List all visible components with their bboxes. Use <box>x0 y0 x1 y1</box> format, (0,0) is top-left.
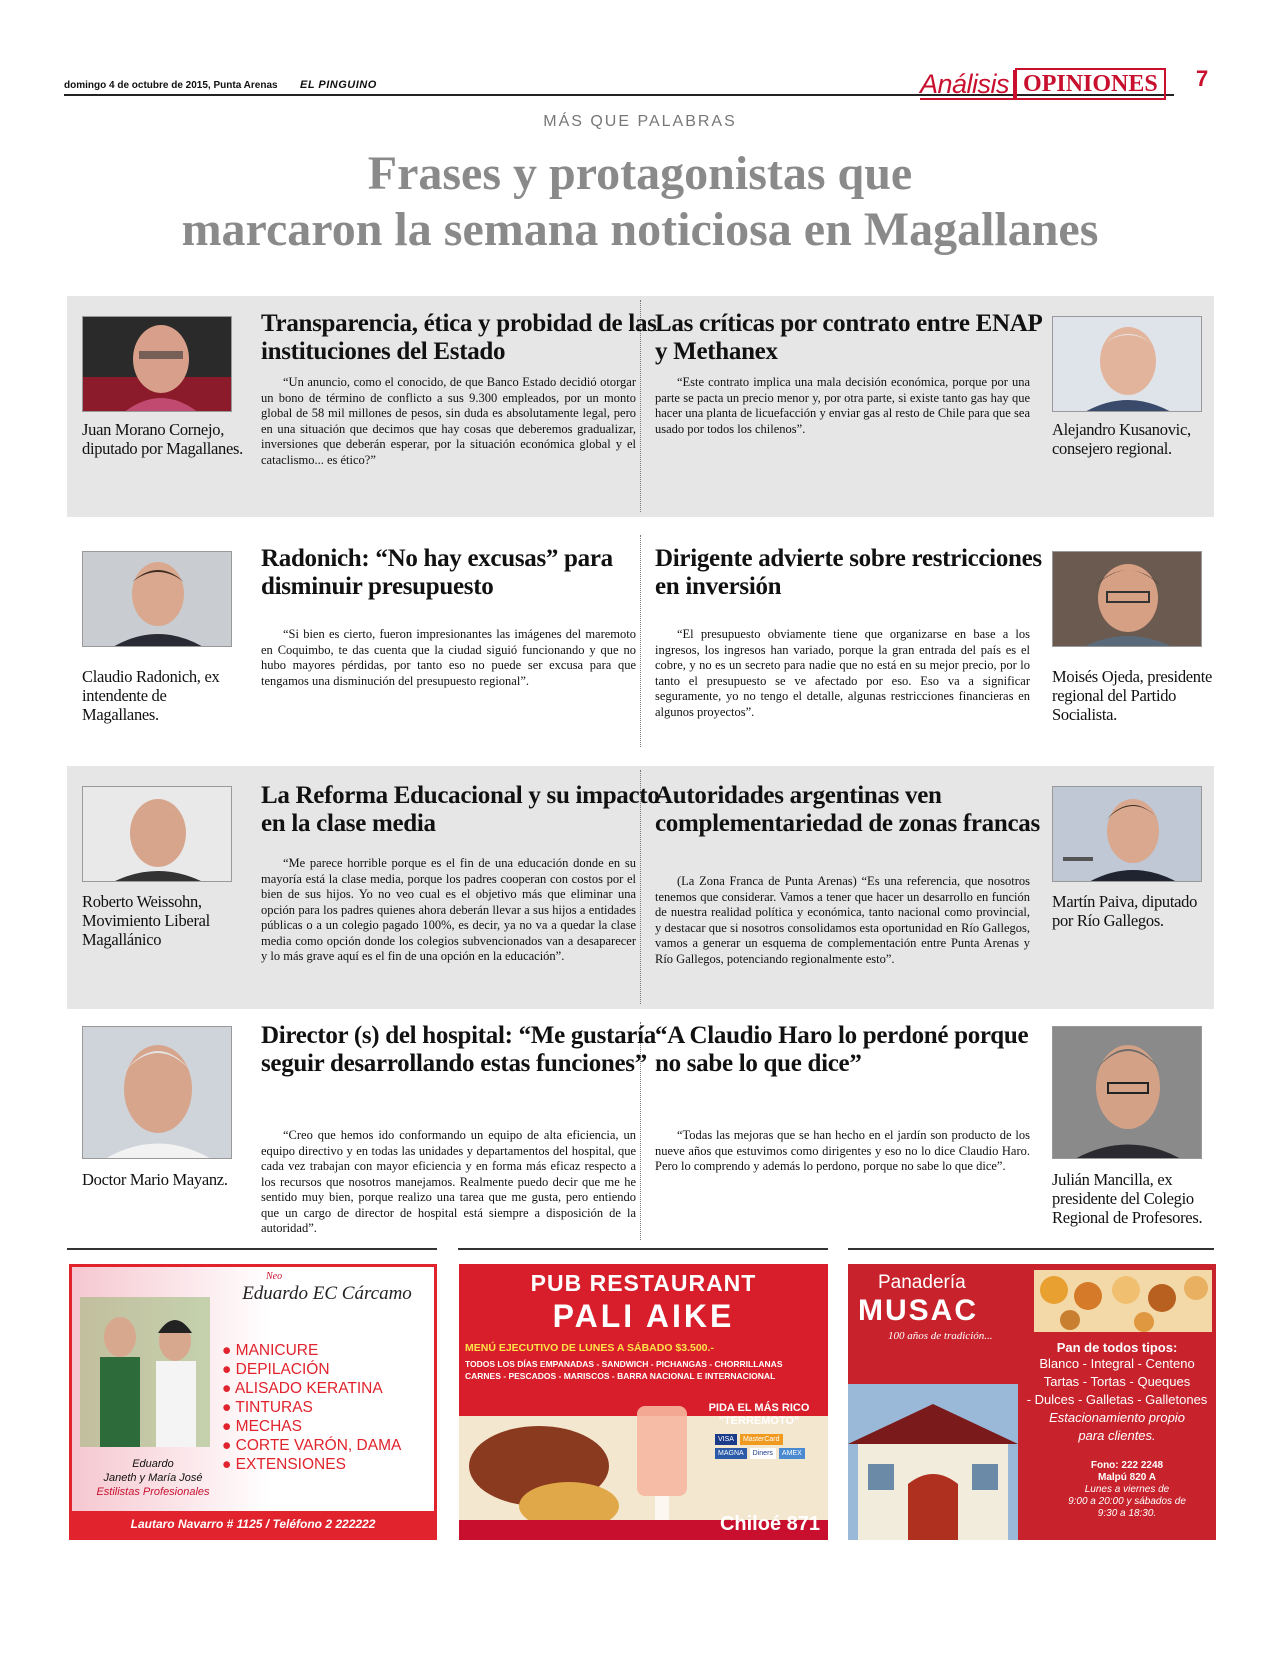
article-quote: “Este contrato implica una mala decisión económica, porque por una parte se pacta un precio menor y, por otra parte, si existe tanto gas hay que hacer una planta de licuefacción y enviar gas al resto de Chile para que sea usado por todos los chilenos”. <box>655 375 1030 436</box>
article-title: Director (s) del hospital: “Me gustaría seguir desarrollando estas funciones” <box>261 1022 656 1077</box>
person-caption: Moisés Ojeda, presidente regional del Partido Socialista. <box>1052 667 1213 724</box>
headline-line-2: marcaron la semana noticiosa en Magallanes <box>181 203 1099 256</box>
article-quote: “El presupuesto obviamente tiene que organizarse en base a los ingresos, los ingresos han variado, porque la gran entrada del país es el cobre, y no es un secreto para nadie que no está en su mejor precio, por lo tanto el presupuesto se ve afectado por eso. Eso va a significar seguramente, yo no tengo el detalle, algunas restricciones financieras en algunos proyectos”. <box>655 627 1030 719</box>
card-logos <box>715 1434 815 1459</box>
service-item: ● DEPILACIÓN <box>222 1361 330 1378</box>
ad-separator <box>848 1248 1214 1250</box>
visa-logo: VISA <box>715 1434 737 1445</box>
article-title: “A Claudio Haro lo perdoné porque no sabe lo que dice” <box>655 1022 1029 1077</box>
service-item: ● EXTENSIONES <box>222 1456 346 1473</box>
pub-title-2: PALI AIKE <box>552 1298 735 1334</box>
article-quote: “Un anuncio, como el conocido, de que Banco Estado decidió otorgar un bono de término de conflicto a sus 9.300 empleados, por un monto global de 58 mil millones de pesos, sin duda es absolutamente legal, pero en una situación que decimos que hay cosas que deberemos gradualizar, inversiones que deberán esperar, por la situación económica global y el cataclismo... es ético?” <box>261 375 636 467</box>
ad-bakery <box>848 1264 1216 1540</box>
page-number: 7 <box>1196 66 1209 91</box>
mastercard-logo: MasterCard <box>740 1434 783 1445</box>
ad-salon <box>69 1264 437 1540</box>
person-caption: Julián Mancilla, ex presidente del Colegio Regional de Profesores. <box>1052 1170 1203 1227</box>
service-item: ● TINTURAS <box>222 1399 313 1416</box>
person-caption: Alejandro Kusanovic, consejero regional. <box>1052 420 1191 458</box>
article-title: Radonich: “No hay excusas” para disminuir presupuesto <box>261 545 613 600</box>
person-caption: Roberto Weissohn, Movimiento Liberal Magallánico <box>82 892 210 949</box>
section-tag <box>920 70 1166 100</box>
person-caption: Doctor Mario Mayanz. <box>82 1170 228 1189</box>
service-item: ● MANICURE <box>222 1342 319 1359</box>
stylists-photo <box>80 1297 210 1447</box>
portrait-photo <box>82 786 232 882</box>
portrait-photo <box>82 316 232 412</box>
section-analisis: Análisis <box>920 70 1015 100</box>
service-item: ● CORTE VARÓN, DAMA <box>222 1437 402 1454</box>
person-caption: Claudio Radonich, ex intendente de Magallanes. <box>82 667 220 724</box>
pub-promo: PIDA EL MÁS RICO "TERREMOTO" <box>708 1402 810 1427</box>
article-title: Dirigente advierte sobre restricciones en inversión <box>655 545 1042 600</box>
pastries-photo <box>1034 1270 1212 1332</box>
article-quote: “Si bien es cierto, fueron impresionantes las imágenes del maremoto en Coquimbo, te das cuenta que la ciudad siguió funcionando y que no hubo mayores pérdidas, por tanto eso no puede ser excusa para que tengamos una disminución del presupuesto regional”. <box>261 627 636 688</box>
section-opiniones: OPINIONES <box>1015 68 1166 100</box>
diners-logo: Diners <box>750 1448 776 1459</box>
article-quote: “Todas las mejoras que se han hecho en el jardín son producto de los nueve años que estuvimos como dirigentes y eso no lo dice Claudio Haro. Pero lo comprendo y además lo perdono, porque no sabe lo que dice”. <box>655 1128 1030 1173</box>
article-title: La Reforma Educacional y su impacto en la clase media <box>261 782 660 837</box>
portrait-photo <box>1052 786 1202 882</box>
article-quote: “Creo que hemos ido conformando un equipo de alta eficiencia, un equipo directivo y en todas las unidades y departamentos del hospital, que cada vez trabajan con mayor eficiencia y en forma más eficaz respecto a los recursos que nosotros manejamos. Realmente puedo decir que me he sentido muy bien, porque realizo una tarea que me gusta, pero entiendo que un cargo de director de hospital está siempre a disposición de la autoridad”. <box>261 1128 636 1235</box>
portrait-photo <box>1052 316 1202 412</box>
salon-brand-top: Neo <box>266 1271 283 1282</box>
salon-brand: Eduardo EC Cárcamo <box>242 1283 412 1304</box>
bakery-products: Pan de todos tipos: Blanco - Integral - Centeno Tartas - Tortas - Queques - Dulces - Galletas - Galletones Estacionamiento propio para clientes. <box>1026 1340 1208 1443</box>
ad-pub-restaurant <box>459 1264 828 1540</box>
bakery-name: MUSAC <box>858 1294 978 1327</box>
bakery-building <box>848 1384 1018 1540</box>
portrait-photo <box>1052 1026 1202 1159</box>
article-title: Las críticas por contrato entre ENAP y Methanex <box>655 310 1042 365</box>
ad-separator <box>67 1248 437 1250</box>
salon-stylists: Eduardo Janeth y María José Estilistas Profesionales <box>96 1458 210 1498</box>
pub-address: Chiloé 871 <box>719 1513 820 1535</box>
newspaper-logo: EL PINGUINO <box>300 79 377 91</box>
article-title: Transparencia, ética y probidad de las instituciones del Estado <box>261 310 657 365</box>
portrait-photo <box>82 1026 232 1159</box>
article-quote: (La Zona Franca de Punta Arenas) “Es una referencia, que nosotros tenemos que considerar. Vamos a tener que hacer un desarrollo en función de nuestra realidad política y económica, tanto nacional como provincial, y destacar que si nosotros consolidamos esta oportunidad en Río Gallegos, vamos a generar un esquema de complementación entre Punta Arenas y Río Gallegos, potenciando regionalmente esto”. <box>655 874 1030 966</box>
salon-address-bar: Lautaro Navarro # 1125 / Teléfono 2 222222 <box>72 1511 434 1537</box>
magna-logo: MAGNA <box>715 1448 747 1459</box>
bakery-contact: Fono: 222 2248 Malpú 820 A Lunes a viernes de 9:00 a 20:00 y sábados de 9:30 a 18:30. <box>1068 1460 1186 1519</box>
ad-separator <box>458 1248 828 1250</box>
person-caption: Juan Morano Cornejo, diputado por Magallanes. <box>82 420 243 458</box>
service-item: ● ALISADO KERATINA <box>222 1380 383 1397</box>
service-item: ● MECHAS <box>222 1418 302 1435</box>
pub-menu: MENÚ EJECUTIVO DE LUNES A SÁBADO $3.500.- <box>465 1342 714 1354</box>
pub-title-1: PUB RESTAURANT <box>530 1270 757 1296</box>
amex-logo: AMEX <box>779 1448 805 1459</box>
salon-services <box>222 1341 401 1474</box>
issue-date: domingo 4 de octubre de 2015, Punta Arenas <box>64 80 278 91</box>
person-caption: Martín Paiva, diputado por Río Gallegos. <box>1052 892 1198 930</box>
page-headline <box>40 146 1240 258</box>
headline-line-1: Frases y protagonistas que <box>367 147 913 200</box>
kicker: MÁS QUE PALABRAS <box>543 113 737 130</box>
article-title: Autoridades argentinas ven complementariedad de zonas francas <box>655 782 1040 837</box>
portrait-photo <box>1052 551 1202 647</box>
bakery-tagline: 100 años de tradición... <box>888 1330 993 1342</box>
bakery-label: Panadería <box>878 1272 966 1293</box>
portrait-photo <box>82 551 232 647</box>
pub-lines: TODOS LOS DÍAS EMPANADAS - SANDWICH - PICHANGAS - CHORRILLANAS CARNES - PESCADOS - MARISCOS - BARRA NACIONAL E INTERNACIONAL <box>465 1359 783 1381</box>
article-quote: “Me parece horrible porque es el fin de una educación donde en su mayoría está la clase media, porque los padres cooperan con costos por el bien de sus hijos. Yo no veo cual es el objetivo más que eliminar una opción para los padres quienes ahora deberán llevar a sus hijos a entidades públicas o a un colegio pagado 100%, es decir, ya no va a quedar la clase media como opción donde los colegios subvencionados van a desaparecer y lo más grave aquí es el fin de una opción en la educación”. <box>261 856 636 963</box>
